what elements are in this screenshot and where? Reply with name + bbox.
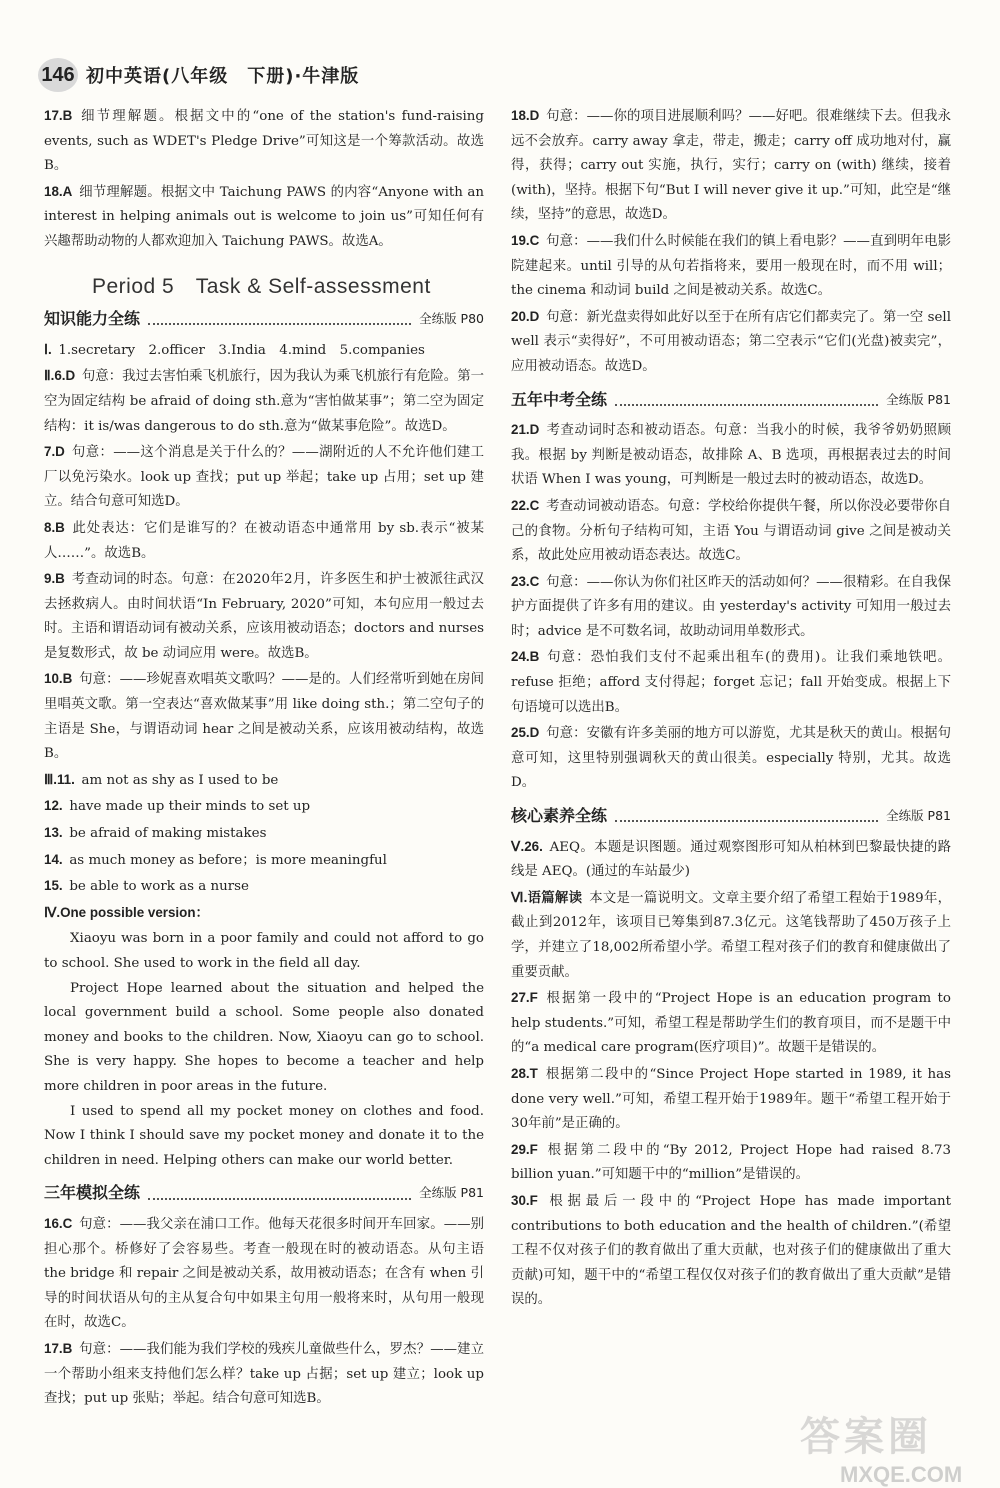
answer-text: 句意：——我父亲在浦口工作。他每天花很多时间开车回家。——别担心那个。桥修好了会容易些。考查一般现在时的被动语态。从句主语 the bridge 和 repair 之间是被动关系，故用被动语态；在含有 when 引导的时间状语从句的主从复合句中如果主句用一般将来时，从句用一般现在时，故选C。	[44, 1216, 484, 1331]
left-column	[44, 104, 484, 1413]
section-title: 五年中考全练	[511, 389, 608, 409]
watermark-bottom: MXQE.COM	[840, 1462, 963, 1487]
answer-number: Ⅱ.6.D	[44, 368, 76, 384]
answer-number: 7.D	[44, 444, 65, 460]
answer-number: 16.C	[44, 1215, 73, 1231]
answer-number: 23.C	[511, 573, 540, 589]
answer-number: 20.D	[511, 308, 540, 324]
section-header-five-year	[511, 388, 951, 413]
book-title: 初中英语(八年级 下册)·牛津版	[86, 66, 360, 87]
answer-entry	[511, 1138, 951, 1188]
answer-text: 根据第二段中的“Since Project Hope started in 1989, it has done very well.”可知，希望工程开始于1989年。题干“希望工程开始于30年前”是正确的。	[511, 1066, 951, 1132]
answer-text: 根据第一段中的“Project Hope is an education program to help students.”可知，希望工程是帮助学生们的教育项目，而不是题干中的“a medical care program(医疗项目)”。故题干是错误的。	[511, 991, 951, 1056]
answer-number: Ⅲ.11.	[44, 771, 75, 787]
essay-body	[44, 927, 484, 1173]
answer-entry	[44, 848, 484, 874]
essay-paragraph: Project Hope learned about the situation and helped the local government build a school. Some people also donated money and books to the children. Now, Xiaoyu can go to school. She is very happy. She hopes to become a teacher and help more children in poor areas in the future.	[44, 980, 484, 1094]
answer-entry	[44, 516, 484, 566]
essay-label: Ⅳ.One possible version：	[44, 904, 209, 920]
answer-number: 24.B	[511, 649, 540, 665]
answer-entry	[511, 886, 951, 985]
answer-entry	[511, 721, 951, 796]
answer-number: 8.B	[44, 519, 65, 535]
answer-entry	[44, 338, 484, 364]
answer-text: 句意：——你的项目进展顺利吗？——好吧。很难继续下去。但我永远不会放弃。carry away 拿走，带走，搬走；carry off 成功地对付，赢得，获得；carry out 实施，执行，实行；carry on (with) 继续，接着 (with)，坚持。根据下句“But I will never give it up.”可知，此空是“继续，坚持”的意思，故选D。	[511, 109, 951, 223]
section-ref: 全练版 P81	[886, 391, 951, 407]
answer-text: 本文是一篇说明文。文章主要介绍了希望工程始于1989年，截止到2012年，该项目已筹集到87.3亿元。这笔钱帮助了450万孩子上学，并建立了18,002所希望小学。希望工程对孩子们的教育和健康做出了重要贡献。	[511, 890, 952, 980]
answer-text: 句意：新光盘卖得如此好以至于在所有店它们都卖完了。第一空 sell well 表示“卖得好”，不可用被动语态；第二空表示“它们(光盘)被卖完”，应用被动语态。故选D。	[511, 309, 951, 374]
answer-entry	[511, 835, 951, 885]
section-header-knowledge	[44, 307, 484, 332]
answer-entry	[511, 104, 951, 228]
answer-number: 10.B	[44, 671, 73, 687]
right-top-entries	[511, 104, 951, 380]
answer-number: 29.F	[511, 1141, 538, 1157]
section-ref: 全练版 P80	[419, 311, 484, 327]
answer-entry	[44, 667, 484, 766]
answer-number: Ⅴ.26.	[511, 838, 543, 854]
answer-entry	[511, 494, 951, 569]
answer-number: 14.	[44, 851, 63, 867]
answer-entry	[44, 180, 484, 255]
answer-number: Ⅰ.	[44, 341, 52, 357]
answer-text: as much money as before；is more meaningful	[69, 852, 387, 868]
answer-text: 句意：恐怕我们支付不起乘出租车(的费用)。让我们乘地铁吧。refuse 拒绝；afford 支付得起；forget 忘记；fall 开始变成。根据上下句语境可以选出B。	[511, 650, 951, 715]
answer-text: have made up their minds to set up	[69, 799, 311, 815]
answer-entry	[44, 1212, 484, 1336]
answer-entry	[511, 645, 951, 720]
answer-number: 12.	[44, 798, 63, 814]
answer-number: 15.	[44, 878, 63, 894]
answer-text: 根据最后一段中的“Project Hope has made important contributions to both education and the health of children.”(希望工程不仅对孩子们的教育做出了重大贡献，也对孩子们的健康做出了重大贡献)可知，题干中的“希望工程仅仅对孩子们的教育做出了重大贡献”是错误的。	[511, 1193, 951, 1308]
answer-number: 18.A	[44, 183, 73, 199]
period-title: Period 5 Task & Self-assessment	[92, 274, 431, 298]
answer-number: 28.T	[511, 1065, 538, 1081]
section-title: 三年模拟全练	[44, 1183, 141, 1203]
dotted-leader	[615, 810, 878, 822]
answer-entry	[44, 768, 484, 794]
five-year-entries	[511, 418, 951, 796]
answer-number: 17.B	[44, 1340, 73, 1356]
right-column	[511, 104, 951, 1314]
answer-text: 考查动词时态和被动语态。句意：当我小的时候，我爷爷奶奶照顾我。根据 by 判断是被动语态，故排除 A、B 选项，再根据表过去的时间状语 When I was young，可判断是一般过去时的被动语态，故选D。	[511, 423, 951, 488]
answer-number: 27.F	[511, 990, 538, 1006]
answer-text: 根据第二段中的“By 2012, Project Hope had raised 8.73 billion yuan.”可知题干中的“million”是错误的。	[511, 1142, 951, 1183]
knowledge-entries	[44, 338, 484, 900]
answer-text: 此处表达：它们是谁写的？在被动语态中通常用 by sb.表示“被某人……”。故选B。	[44, 520, 484, 561]
answer-number: 9.B	[44, 571, 65, 587]
page-number: 146	[38, 58, 78, 92]
answer-text: 细节理解题。根据文中 Taichung PAWS 的内容“Anyone with an interest in helping animals out is welcome to join us”可知任何有兴趣帮助动物的人都欢迎加入 Taichung PAWS。故选A。	[44, 184, 484, 249]
answer-number: 17.B	[44, 108, 73, 123]
watermark-logo	[800, 1405, 980, 1487]
section-title: 知识能力全练	[44, 309, 141, 329]
answer-entry	[44, 104, 484, 179]
answer-text: am not as shy as I used to be	[81, 772, 279, 788]
answer-entry	[511, 570, 951, 645]
answer-number: 25.D	[511, 725, 540, 741]
dotted-leader	[615, 394, 878, 406]
answer-text: 句意：——珍妮喜欢唱英文歌吗？——是的。人们经常听到她在房间里唱英文歌。第一空表达“喜欢做某事”用 like doing sth.；第二空句子的主语是 She，与谓语动词 hear 之间是被动关系，应该用被动结构，故选B。	[44, 672, 484, 762]
answer-text: 句意：——这个消息是关于什么的？——湖附近的人不允许他们建工厂以免污染水。look up 查找；put up 举起；take up 占用；set up 建立。结合句意可知选D。	[44, 445, 484, 510]
three-year-entries	[44, 1212, 484, 1412]
answer-entry	[44, 874, 484, 900]
answer-entry	[511, 1189, 951, 1313]
essay-paragraph: I used to spend all my pocket money on clothes and food. Now I think I should save my pocket money and donate it to the children in need. Helping others can make our world better.	[44, 1103, 484, 1168]
answer-number: 22.C	[511, 497, 540, 513]
answer-entry	[44, 567, 484, 666]
answer-text: 句意：——你认为你们社区昨天的活动如何？——很精彩。在自我保护方面提供了许多有用的建议。由 yesterday's activity 可知用一般过去时；advice 是不可数名词，故助动词用单数形式。	[511, 574, 951, 639]
answer-text: 考查动词被动语态。句意：学校给你提供午餐，所以你没必要带你自己的食物。分析句子结构可知，主语 You 与谓语动词 give 之间是被动关系，故此处应用被动语态表达。故选C。	[511, 498, 951, 564]
answer-entry	[44, 364, 484, 439]
answer-text: be able to work as a nurse	[69, 879, 249, 895]
essay-paragraph: Xiaoyu was born in a poor family and could not afford to go to school. She used to work in the field all day.	[44, 931, 484, 971]
answer-number: 18.D	[511, 108, 540, 123]
answer-number: Ⅵ.语篇解读	[511, 889, 583, 905]
section-ref: 全练版 P81	[886, 808, 951, 824]
answer-entry	[511, 229, 951, 304]
answer-text: 句意：我过去害怕乘飞机旅行，因为我认为乘飞机旅行有危险。第一空为固定结构 be afraid of doing sth.意为“害怕做某事”；第二空为固定结构：it is/was dangerous to do sth.意为“做某事危险”。故选D。	[44, 369, 484, 434]
answer-entry	[44, 440, 484, 515]
left-top-entries	[44, 104, 484, 255]
answer-text: AEQ。本题是识图题。通过观察图形可知从柏林到巴黎最快捷的路线是 AEQ。(通过的车站最少)	[511, 839, 952, 880]
answer-text: 句意：安徽有许多美丽的地方可以游览，尤其是秋天的黄山。根据句意可知，这里特别强调秋天的黄山很美。especially 特别，尤其。故选D。	[511, 726, 951, 791]
core-entries	[511, 835, 951, 1313]
dotted-leader	[148, 313, 411, 325]
answer-entry	[44, 794, 484, 820]
answer-number: 21.D	[511, 422, 540, 438]
section-ref: 全练版 P81	[419, 1185, 484, 1201]
answer-text: 考查动词的时态。句意：在2020年2月，许多医生和护士被派往武汉去拯救病人。由时间状语“In February, 2020”可知，本句应用一般过去时。主语和谓语动词有被动关系，应该用被动语态；doctors and nurses 是复数形式，故 be 动词应用 were。故选B。	[44, 572, 484, 661]
answer-entry	[44, 821, 484, 847]
answer-text: 句意：——我们什么时候能在我们的镇上看电影？——直到明年电影院建起来。until 引导的从句若指将来，要用一般现在时，而不用 will；the cinema 和动词 build 之间是被动关系。故选C。	[511, 233, 951, 299]
watermark-top: 答案圈	[800, 1414, 932, 1460]
answer-text: 1.secretary 2.officer 3.India 4.mind 5.companies	[58, 342, 425, 358]
answer-entry	[511, 305, 951, 380]
section-header-core	[511, 804, 951, 829]
answer-number: 13.	[44, 825, 63, 841]
answer-text: 细节理解题。根据文中的“one of the station's fund-raising events, such as WDET's Pledge Drive”可知这是一个筹款活动。故选B。	[44, 109, 484, 174]
answer-text: 句意：——我们能为我们学校的残疾儿童做些什么，罗杰？——建立一个帮助小组来支持他们怎么样？take up 占据；set up 建立；look up 查找；put up 张贴；举起。结合句意可知选B。	[44, 1341, 484, 1407]
dotted-leader	[148, 1188, 411, 1200]
answer-number: 30.F	[511, 1192, 538, 1208]
answer-entry	[511, 986, 951, 1061]
answer-number: 19.C	[511, 232, 540, 248]
answer-entry	[44, 1337, 484, 1412]
answer-text: be afraid of making mistakes	[69, 826, 267, 842]
answer-entry	[511, 418, 951, 493]
section-header-three-year	[44, 1181, 484, 1206]
section-title: 核心素养全练	[511, 806, 608, 826]
answer-entry	[511, 1062, 951, 1137]
page-header	[38, 58, 359, 92]
